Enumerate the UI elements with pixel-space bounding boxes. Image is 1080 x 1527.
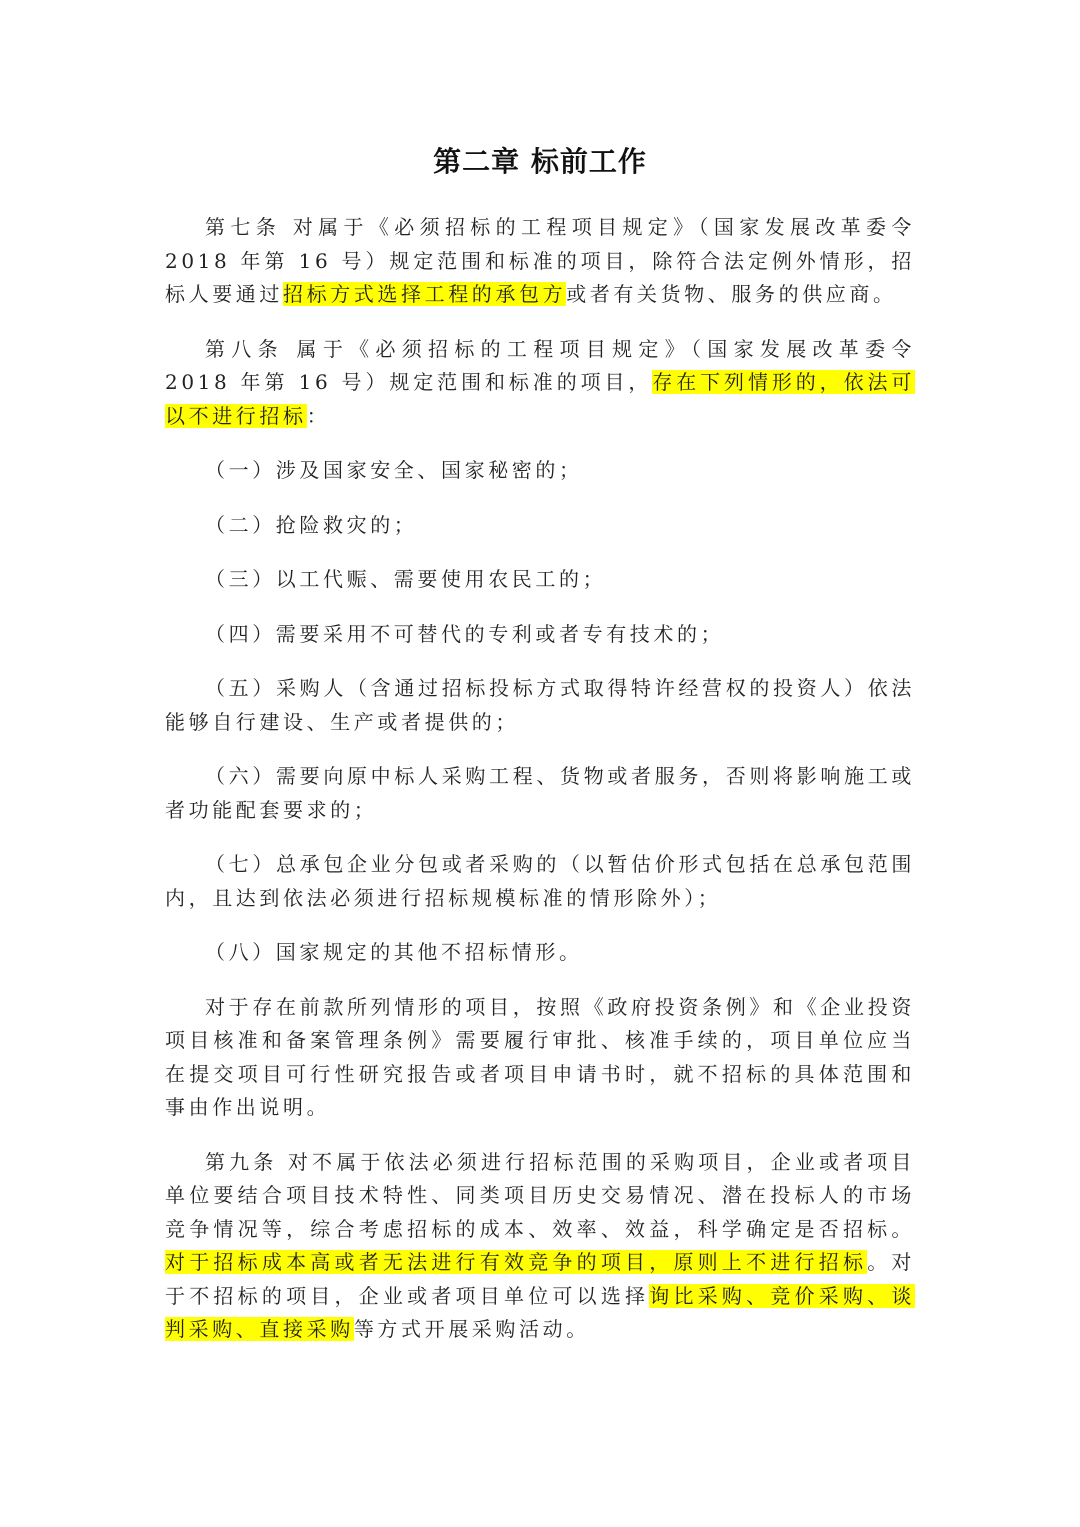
article-9 <box>165 1146 915 1347</box>
list-item-4: （四）需要采用不可替代的专利或者专有技术的； <box>205 621 725 646</box>
article-8-note: 对于存在前款所列情形的项目，按照《政府投资条例》和《企业投资项目核准和备案管理条例》需要履行审批、核准手续的，项目单位应当在提交项目可行性研究报告或者项目申请书时，就不招标的具体范围和事由作出说明。 <box>165 994 915 1119</box>
list-item-1: （一）涉及国家安全、国家秘密的； <box>205 458 583 482</box>
highlighted-text: 存在下列情形的，依法可以不进行招标 <box>165 370 915 428</box>
highlighted-text: 招标方式选择工程的承包方 <box>283 282 567 306</box>
highlighted-text: 询比采购、竞价采购、谈判采购、直接采购 <box>165 1283 915 1341</box>
list-item-5: （五）采购人（含通过招标投标方式取得特许经营权的投资人）依法能够自行建设、生产或者提供的； <box>165 676 915 734</box>
text: 第七条 对属于《必须招标的工程项目规定》（国家发展改革委令 2018 年第 16 号）规定范围和标准的项目，除符合法定例外情形，招标人要通过 <box>165 215 915 306</box>
text: ： <box>306 403 331 428</box>
text: 第八条 属于《必须招标的工程项目规定》（国家发展改革委令 2018 年第 16 号）规定范围和标准的项目， <box>165 336 915 394</box>
text: 等方式开展采购活动。 <box>353 1317 590 1341</box>
document-body <box>165 211 915 1368</box>
article-7 <box>165 211 915 312</box>
article-8 <box>165 333 915 434</box>
list-item-3: （三）以工代赈、需要使用农民工的； <box>205 567 607 591</box>
list-item-8: （八）国家规定的其他不招标情形。 <box>205 940 583 964</box>
chapter-title: 第二章 标前工作 <box>433 145 647 178</box>
list-item-6: （六）需要向原中标人采购工程、货物或者服务，否则将影响施工或者功能配套要求的； <box>165 764 915 822</box>
list-item-7: （七）总承包企业分包或者采购的（以暂估价形式包括在总承包范围内，且达到依法必须进行招标规模标准的情形除外）； <box>165 852 915 910</box>
text: 第九条 对不属于依法必须进行招标范围的采购项目，企业或者项目单位要结合项目技术特性、同类项目历史交易情况、潜在投标人的市场竞争情况等，综合考虑招标的成本、效率、效益，科学确定是否招标。 <box>165 1149 915 1241</box>
list-item-2: （二）抢险救灾的； <box>205 512 418 537</box>
text: 。对于不招标的项目，企业或者项目单位可以选择 <box>165 1250 916 1308</box>
text: 或者有关货物、服务的供应商。 <box>566 282 897 306</box>
highlighted-text: 对于招标成本高或者无法进行有效竞争的项目，原则上不进行招标 <box>165 1250 868 1274</box>
